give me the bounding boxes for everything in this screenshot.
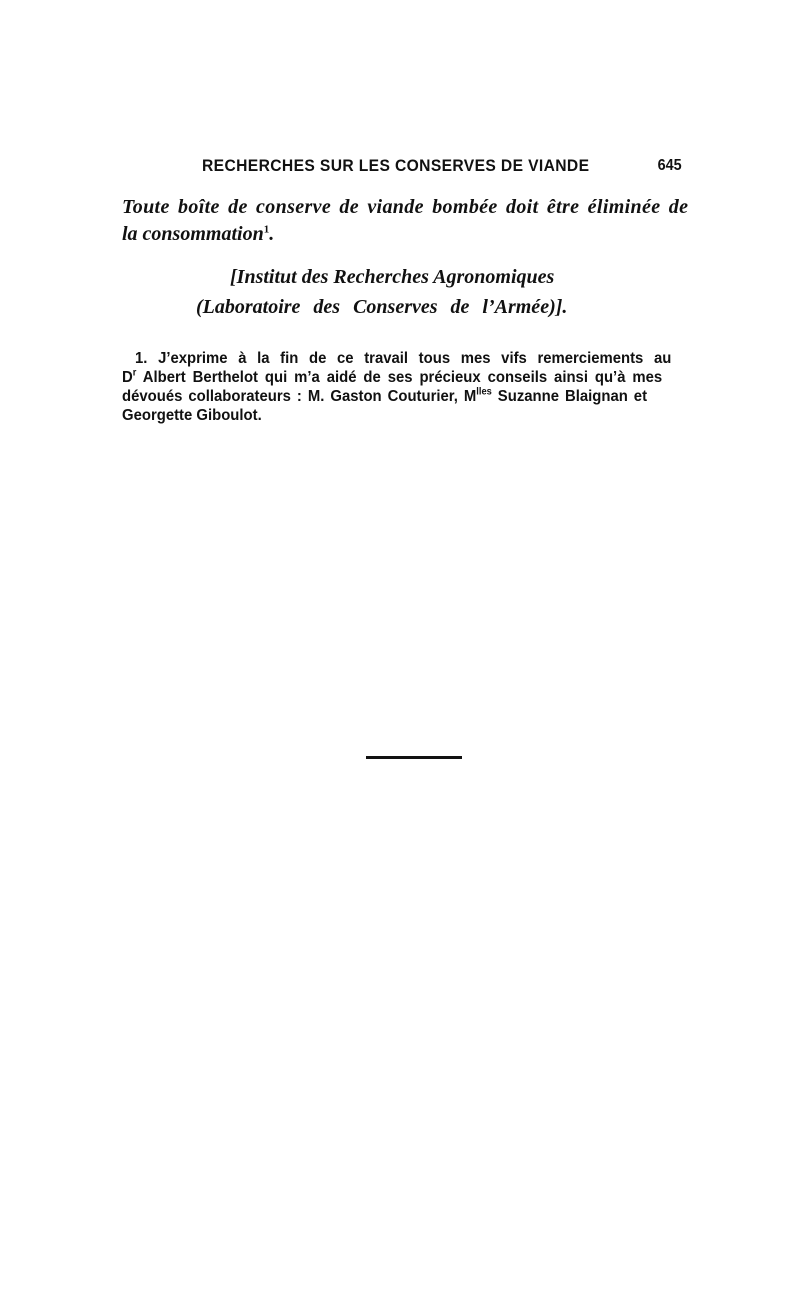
conclusion-line-2 <box>122 221 684 248</box>
conclusion-line-1: Toute boîte de conserve de viande bombée doit être éliminée de <box>122 196 689 218</box>
affiliation-line-2: (Laboratoire des Conserves de l’Armée)]. <box>196 296 568 318</box>
footnote-reference: 1 <box>263 223 270 236</box>
footnote-line-2-superscript: r <box>132 367 137 379</box>
footnote-line-2 <box>122 367 663 387</box>
footnote-line-2-rest: Albert Berthelot qui m’a aidé de ses précieux conseils ainsi qu’à mes <box>136 369 663 386</box>
conclusion-end-punctuation: . <box>269 223 275 245</box>
running-header <box>122 156 682 180</box>
footnote-line-3-prefix: dévoués collaborateurs : M. Gaston Couturier, M <box>122 388 477 405</box>
conclusion-paragraph <box>122 194 689 248</box>
footnote-line-2-prefix: D <box>122 369 133 386</box>
footnote-line-3-superscript: lles <box>476 386 492 398</box>
conclusion-line-2-text: la consommation <box>122 223 264 245</box>
affiliation-block <box>196 262 616 322</box>
page-number: 645 <box>657 157 682 174</box>
footnote-line-4: Georgette Giboulot. <box>122 407 262 424</box>
affiliation-line-1: [Institut des Recherches Agronomiques <box>230 266 555 288</box>
footnote-line-3 <box>122 386 648 406</box>
footnote-line-1: 1. J’exprime à la fin de ce travail tous mes vifs remerciements au <box>135 350 672 367</box>
footnote <box>122 349 684 425</box>
footnote-line-3-rest: Suzanne Blaignan et <box>491 388 648 405</box>
end-of-article-rule <box>366 756 462 759</box>
running-title: RECHERCHES SUR LES CONSERVES DE VIANDE <box>202 156 590 175</box>
